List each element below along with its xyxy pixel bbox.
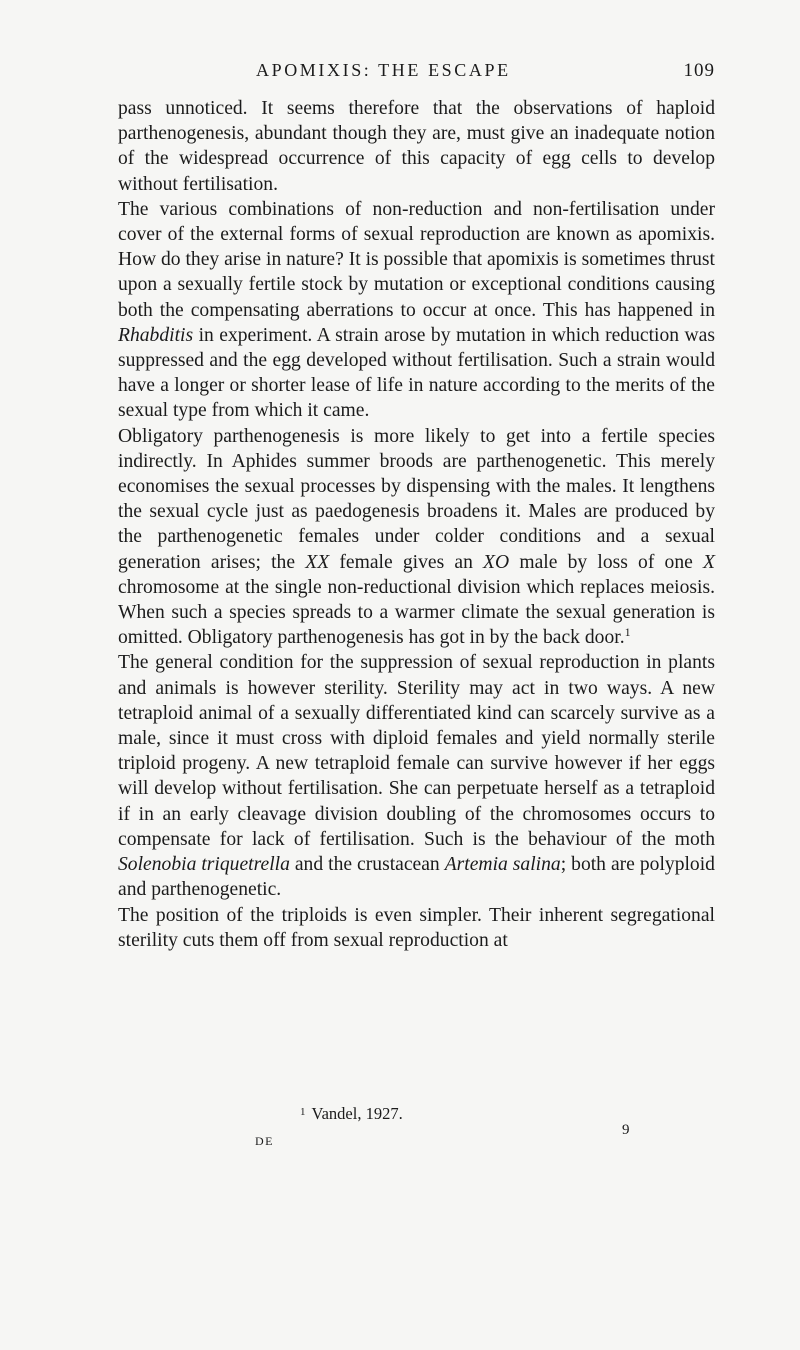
paragraph: [118, 96, 715, 197]
footnote-marker: 1: [300, 1106, 306, 1118]
text-run: in experiment. A strain arose by mutation in which reduction was suppressed and the egg developed without fertilisation. Such a strain would have a longer or shorter lease of life in nature according to the merits of the sexual type from which it came.: [118, 324, 715, 422]
footnote-text: Vandel, 1927.: [311, 1104, 403, 1123]
text-run: male by loss of one: [509, 551, 704, 573]
text-run: female gives an: [329, 551, 484, 573]
page-number: 109: [683, 60, 715, 81]
paragraph: [118, 650, 715, 902]
italic-term: Solenobia triquetrella: [118, 854, 290, 876]
signature-mark: DE: [255, 1134, 274, 1148]
paragraph: [118, 197, 715, 424]
italic-term: Artemia salina: [444, 854, 561, 876]
paragraph: [118, 903, 715, 953]
italic-term: XO: [483, 551, 510, 573]
text-run: pass unnoticed. It seems therefore that the observations of haploid parthenogenesis, abundant though they are, must give an inadequate notion of the widespread occurrence of this capacity of egg cells to develop without fertilisation.: [118, 98, 715, 195]
paragraph: [118, 424, 715, 651]
text-run: The general condition for the suppression of sexual reproduction in plants and animals is however sterility. Sterility may act in two ways. A new tetraploid animal of a sexually differentiated kind can scarcely survive as a male, since it must cross with diploid females and yield normally sterile triploid progeny. A new tetraploid female can survive however if her eggs will develop without fertilisation. She can perpetuate herself as a tetraploid if in an early cleavage division doubling of the chromosomes occurs to compensate for lack of fertilisation. Such is the behaviour of the moth: [118, 652, 715, 850]
text-run: The various combinations of non-reduction and non-fertilisation under cover of the external forms of sexual reproduction are known as apomixis. How do they arise in nature? It is possible that apomixis is sometimes thrust upon a sexually fertile stock by mutation or exceptional conditions causing both the compensating aberrations to occur at once. This has happened in: [118, 198, 715, 321]
text-run: and the crustacean: [289, 854, 445, 876]
running-head: [118, 60, 715, 90]
text-run: Obligatory parthenogenesis is more likely to get into a fertile species indirectly. In Aphides summer broods are parthenogenetic. This merely economises the sexual processes by dispensing with the males. It lengthens the sexual cycle just as paedogenesis broadens it. Males are produced by the parthenogenetic females under colder conditions and a sexual generation arises; the: [118, 425, 715, 573]
signature-number: 9: [622, 1122, 630, 1138]
text-run: chromosome at the single non-reductional division which replaces meiosis. When such a species spreads to a warmer climate the sexual generation is omitted. Obligatory parthenogenesis has got in by the back door.: [118, 576, 715, 649]
footnote-reference: 1: [624, 625, 631, 640]
italic-term: X: [703, 551, 715, 573]
body-text: [118, 96, 715, 953]
italic-term: XX: [305, 551, 330, 573]
text-run: ; both are polyploid and parthenogenetic.: [118, 854, 715, 901]
italic-term: Rhabditis: [118, 324, 194, 346]
running-title: APOMIXIS: THE ESCAPE: [256, 60, 511, 80]
text-run: The position of the triploids is even simpler. Their inherent segregational sterility cuts them off from sexual reproduction at: [118, 904, 715, 951]
footnote: [300, 1104, 403, 1124]
